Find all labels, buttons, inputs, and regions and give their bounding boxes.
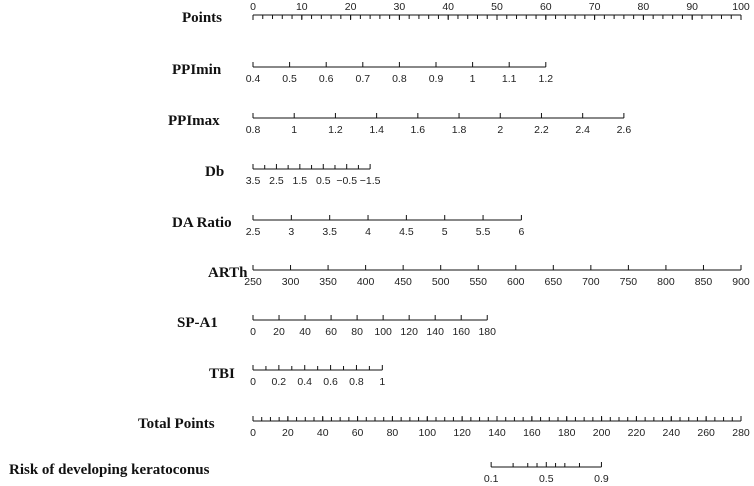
row-total-points — [138, 416, 750, 439]
row-tbi — [209, 365, 385, 388]
tick-label-risk-of-developing-keratoconus: 0.1 — [483, 473, 499, 485]
tick-label-points: 40 — [442, 1, 455, 13]
tick-label-sp-a1: 0 — [250, 326, 256, 338]
tick-label-tbi: 0.2 — [271, 376, 287, 388]
tick-label-points: 20 — [344, 1, 357, 13]
tick-label-sp-a1: 80 — [351, 326, 363, 338]
tick-label-sp-a1: 180 — [478, 326, 497, 338]
tick-label-total-points: 60 — [351, 427, 364, 439]
tick-label-ppimax: 1.6 — [410, 124, 426, 136]
tick-label-sp-a1: 20 — [273, 326, 285, 338]
row-label-points: Points — [182, 10, 223, 26]
tick-label-arth: 650 — [544, 276, 563, 288]
row-label-db: Db — [205, 164, 225, 180]
tick-label-db: 0.5 — [315, 175, 331, 187]
tick-label-total-points: 280 — [732, 427, 750, 439]
tick-label-arth: 750 — [619, 276, 638, 288]
tick-label-tbi: 0.6 — [323, 376, 338, 388]
row-da-ratio — [172, 215, 524, 238]
row-label-total-points: Total Points — [138, 416, 215, 432]
tick-label-sp-a1: 60 — [325, 326, 337, 338]
tick-label-tbi: 0.8 — [349, 376, 364, 388]
row-db — [205, 164, 381, 187]
tick-label-total-points: 180 — [557, 427, 576, 439]
tick-label-arth: 500 — [431, 276, 450, 288]
tick-label-da-ratio: 3.5 — [322, 226, 337, 238]
row-label-arth: ARTh — [208, 265, 248, 281]
tick-label-ppimin: 1 — [469, 73, 476, 85]
tick-label-db: −1.5 — [359, 175, 381, 187]
tick-label-arth: 600 — [507, 276, 525, 288]
tick-label-ppimax: 2.4 — [575, 124, 590, 136]
tick-label-sp-a1: 120 — [400, 326, 418, 338]
tick-label-ppimin: 0.7 — [355, 73, 371, 85]
tick-label-arth: 400 — [356, 276, 375, 288]
tick-label-tbi: 1 — [379, 376, 386, 388]
tick-label-sp-a1: 40 — [299, 326, 311, 338]
tick-label-total-points: 100 — [418, 427, 437, 439]
tick-label-points: 90 — [686, 1, 699, 13]
tick-label-risk-of-developing-keratoconus: 0.5 — [538, 473, 554, 485]
tick-label-arth: 850 — [694, 276, 713, 288]
tick-label-da-ratio: 5 — [441, 226, 448, 238]
tick-label-arth: 800 — [657, 276, 675, 288]
tick-label-ppimin: 0.5 — [282, 73, 297, 85]
tick-label-ppimin: 0.4 — [245, 73, 261, 85]
tick-label-total-points: 260 — [697, 427, 715, 439]
tick-label-ppimin: 0.6 — [318, 73, 334, 85]
tick-label-ppimax: 1.2 — [328, 124, 343, 136]
tick-label-risk-of-developing-keratoconus: 0.9 — [594, 473, 609, 485]
tick-label-points: 30 — [393, 1, 406, 13]
tick-label-ppimax: 0.8 — [245, 124, 261, 136]
tick-label-arth: 350 — [319, 276, 337, 288]
row-label-risk-of-developing-keratoconus: Risk of developing keratoconus — [9, 462, 210, 478]
row-ppimin — [172, 62, 553, 85]
tick-label-sp-a1: 160 — [452, 326, 470, 338]
tick-label-total-points: 40 — [316, 427, 329, 439]
tick-label-da-ratio: 3 — [288, 226, 295, 238]
tick-label-da-ratio: 4.5 — [399, 226, 414, 238]
row-label-ppimin: PPImin — [172, 62, 222, 78]
tick-label-arth: 550 — [469, 276, 487, 288]
tick-label-arth: 700 — [582, 276, 600, 288]
tick-label-total-points: 220 — [627, 427, 646, 439]
tick-label-da-ratio: 2.5 — [245, 226, 261, 238]
tick-label-total-points: 140 — [488, 427, 506, 439]
row-label-sp-a1: SP-A1 — [177, 315, 218, 331]
tick-label-points: 10 — [295, 1, 308, 13]
tick-label-ppimax: 1.8 — [451, 124, 467, 136]
row-sp-a1 — [177, 315, 496, 338]
row-ppimax — [168, 113, 631, 136]
tick-label-points: 70 — [588, 1, 601, 13]
row-risk-of-developing-keratoconus — [9, 462, 609, 485]
tick-label-points: 60 — [539, 1, 552, 13]
tick-label-arth: 450 — [394, 276, 412, 288]
tick-label-total-points: 240 — [662, 427, 681, 439]
row-label-tbi: TBI — [209, 366, 235, 382]
tick-label-arth: 250 — [244, 276, 262, 288]
tick-label-arth: 900 — [732, 276, 750, 288]
tick-label-points: 50 — [491, 1, 503, 13]
tick-label-total-points: 160 — [523, 427, 541, 439]
tick-label-sp-a1: 100 — [374, 326, 392, 338]
tick-label-db: 3.5 — [245, 175, 261, 187]
tick-label-da-ratio: 6 — [518, 226, 525, 238]
tick-label-ppimin: 1.2 — [538, 73, 554, 85]
tick-label-ppimax: 1.4 — [369, 124, 384, 136]
tick-label-total-points: 0 — [250, 427, 256, 439]
tick-label-ppimax: 2.2 — [534, 124, 549, 136]
tick-label-sp-a1: 140 — [426, 326, 444, 338]
tick-label-ppimax: 1 — [291, 124, 298, 136]
tick-label-db: 2.5 — [269, 175, 284, 187]
tick-label-tbi: 0.4 — [297, 376, 313, 388]
tick-label-da-ratio: 5.5 — [475, 226, 491, 238]
tick-label-ppimax: 2 — [497, 124, 504, 136]
tick-label-total-points: 120 — [453, 427, 471, 439]
tick-label-points: 100 — [732, 1, 750, 13]
tick-label-points: 0 — [250, 1, 256, 13]
tick-label-ppimin: 0.9 — [428, 73, 444, 85]
tick-label-tbi: 0 — [250, 376, 256, 388]
row-points — [182, 1, 750, 26]
row-label-da-ratio: DA Ratio — [172, 215, 232, 231]
row-arth — [208, 265, 750, 288]
tick-label-total-points: 20 — [282, 427, 294, 439]
tick-label-ppimax: 2.6 — [616, 124, 632, 136]
tick-label-ppimin: 0.8 — [392, 73, 407, 85]
tick-label-db: −0.5 — [336, 175, 358, 187]
tick-label-db: 1.5 — [292, 175, 308, 187]
tick-label-ppimin: 1.1 — [501, 73, 517, 85]
row-label-ppimax: PPImax — [168, 113, 220, 129]
tick-label-total-points: 200 — [592, 427, 611, 439]
tick-label-total-points: 80 — [386, 427, 399, 439]
tick-label-arth: 300 — [281, 276, 300, 288]
tick-label-da-ratio: 4 — [365, 226, 371, 238]
tick-label-points: 80 — [637, 1, 650, 13]
